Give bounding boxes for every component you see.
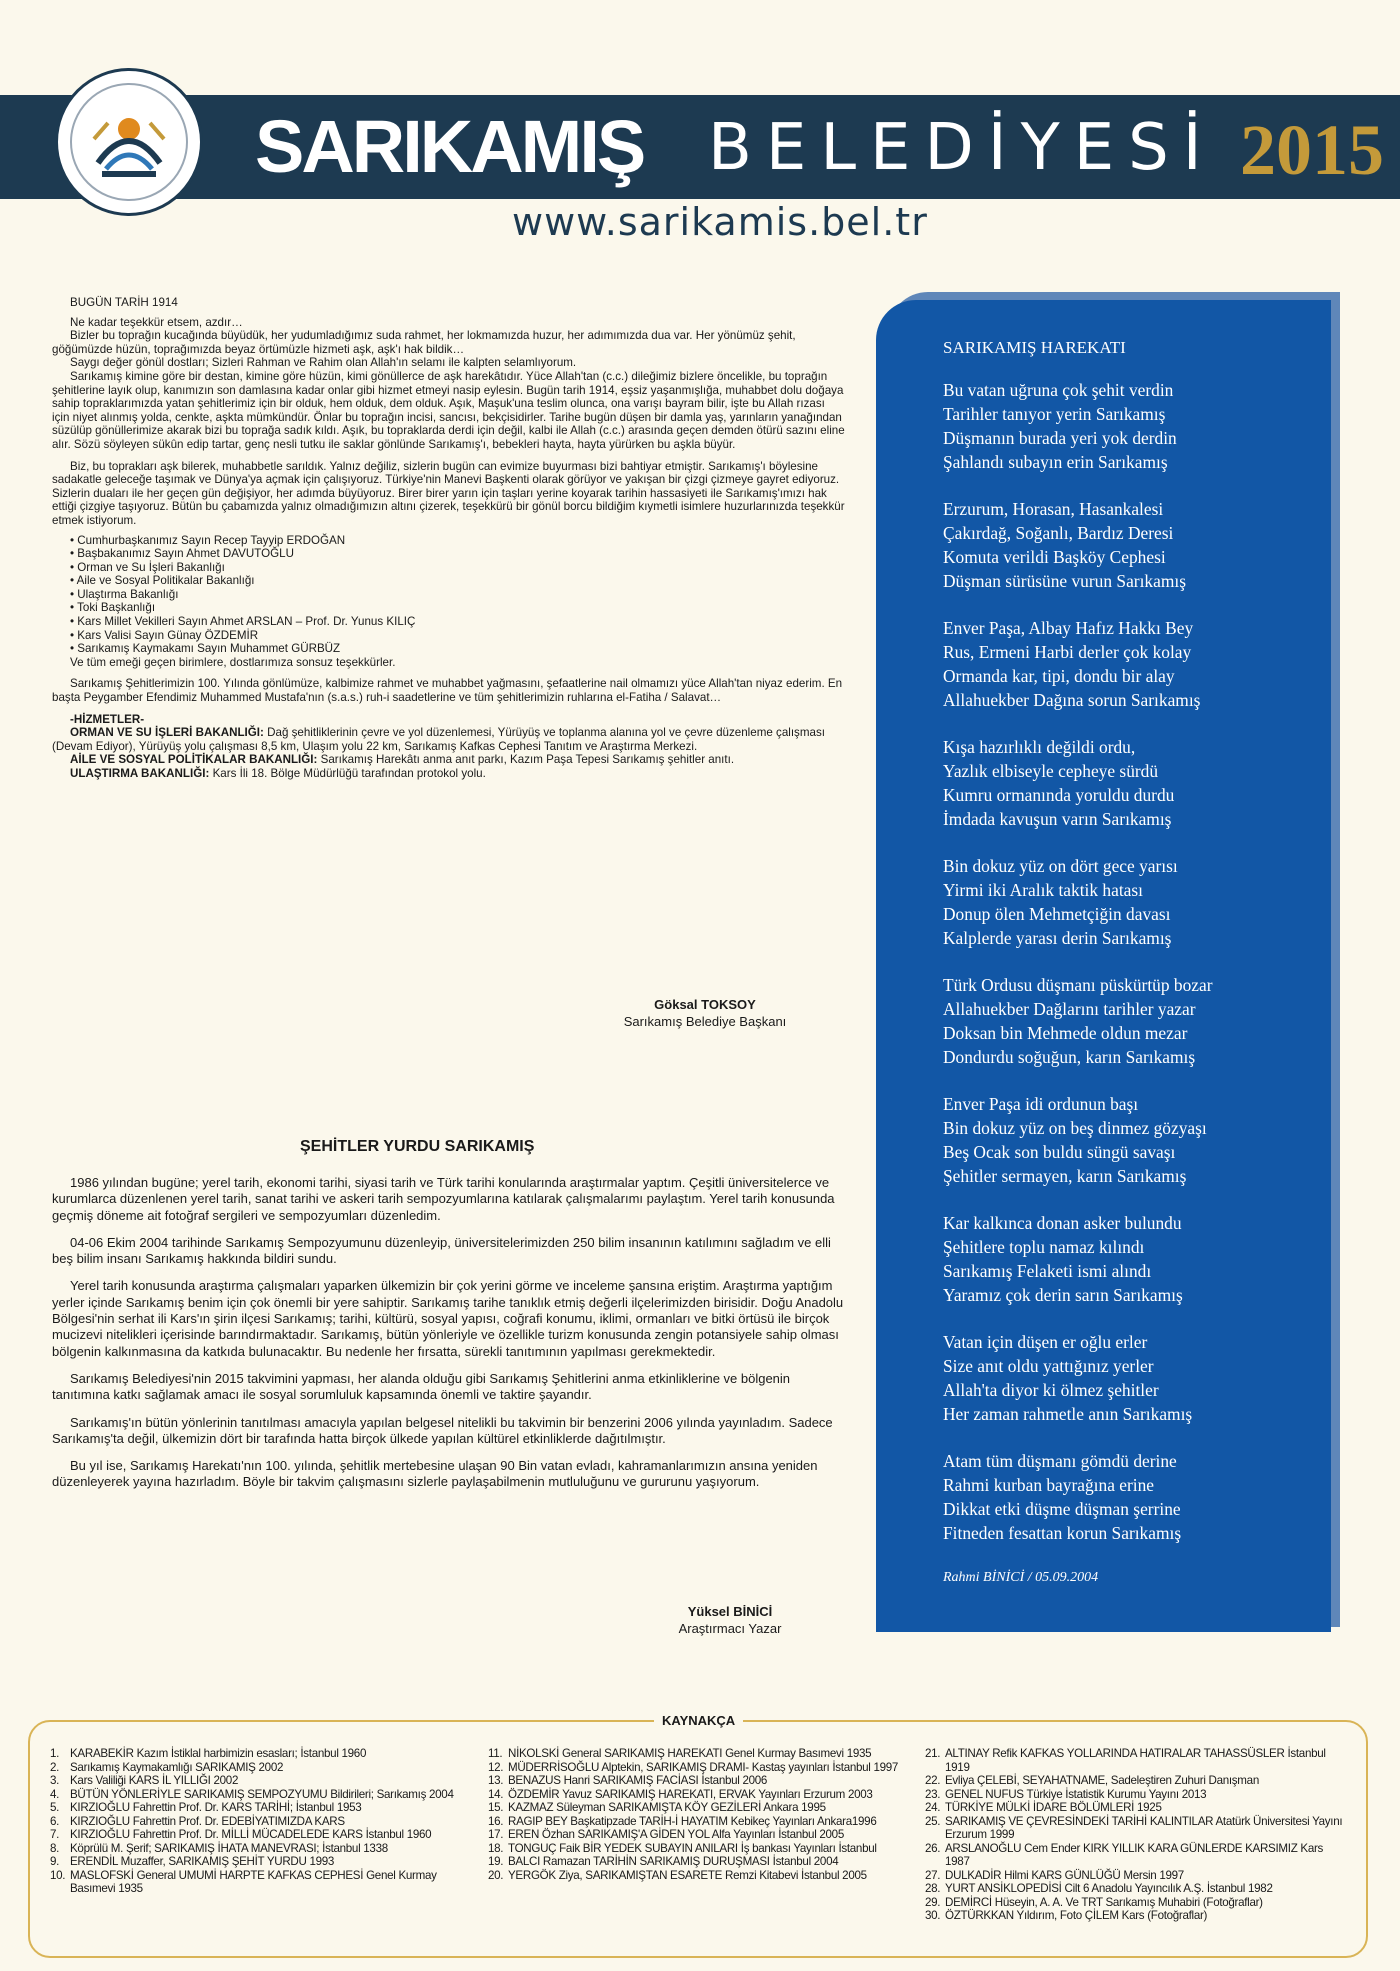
article-body <box>52 1175 845 1502</box>
poem-stanza: Bin dokuz yüz on dört gece yarısı Yirmi iki Aralık taktik hatası Donup ölen Mehmetçiğin davası Kalplerde yarası derin Sarıkamış <box>943 856 1178 948</box>
references-column-1 <box>50 1747 475 1896</box>
list-item: 8. Köprülü M. Şerif; SARIKAMIŞ İHATA MANEVRASI; İstanbul 1338 <box>50 1841 388 1855</box>
article-paragraph: Yerel tarih konusunda araştırma çalışmaları yaparken ülkemizin bir çok yerini görme ve inceleme şansına eriştim. Araştırma yaptığım yerler içinde Sarıkamış benim için çok önemli bir yere sahiptir. Sarıkamış tarihe tanıklık etmiş değerli ilçelerimizden birisidir. Doğu Anadolu Bölgesi'nin serhat ili Kars'ın şirin ilçesi Sarıkamış; tarihi, kültürü, sosyal yapısı, coğrafi konumu, iklimi, ormanları ve bitki örtüsü ile birçok mucizevi nitelikleri içerisinde barındırmaktadır. Sarıkamış, bütün yönleriyle ve özellikle turizm konusunda zengin potansiyele sahip olması bölgenin kalkınmasına da katkıda bulunacaktır. Bu nedenle her fırsatta, sürekli tanıtımının yapılması gerekmektedir. <box>52 1278 844 1359</box>
letter-paragraph: Sarıkamış kimine göre bir destan, kimine göre hüzün, kimi gönüllerce de aşk harekâtıdır. Yüce Allah'tan (c.c.) dileğimiz bizlere öncelikle, bu toprağın şehitlerine layık olup, kanımızın son damlasına kadar onlar gibi hizmet etmeyi nasip eylesin. Bugün tarih 1914, eşsiz yaşanmışlığa, muhabbet dolu doğaya sahip topraklarımızda yatan şehitlerimiz için bir olduk, hem olduk, dem olduk. Aşık, Maşuk'una teslim olunca, ona varışı bayram bilir, işte bu Allah rızası için niyet alınmış yolda, cenkte, aşkta mümkündür. Önlar bu toprağın incisi, sancısı, bekçisidirler. Tarihe bugün düşen bir damla yaş, yarınların yanağından süzülüp gönüllerimize akarak bizi bu toprağa sadık kıldı. Aşık, bu topraklarda derdi için değil, kalbi ile Allah (c.c.) arasında geçen demden ötürü sazını eline alır. Sözü söyleyen sükûn edip tartar, genç nesli tutku ile saklar gönlünde Sarıkamış'ı, bebekleri hayta, hayta yürürken bu aşkla büyür. <box>52 369 845 451</box>
article-title: ŞEHİTLER YURDU SARIKAMIŞ <box>300 1138 535 1155</box>
list-item: • Kars Millet Vekilleri Sayın Ahmet ARSLAN – Prof. Dr. Yunus KILIÇ <box>70 615 845 629</box>
poem-stanza: Bu vatan uğruna çok şehit verdin Tarihler tanıyor yerin Sarıkamış Düşmanın burada yeri yok derdin Şahlandı subayın erin Sarıkamış <box>943 380 1177 472</box>
list-item: 9. ERENDİL Muzaffer, SARIKAMIŞ ŞEHİT YURDU 1993 <box>50 1855 335 1868</box>
list-item: 17. EREN Özhan SARIKAMIŞ'A GİDEN YOL Alfa Yayınları İstanbul 2005 <box>488 1828 844 1841</box>
list-item: 6. KIRZIOĞLU Fahrettin Prof. Dr. EDEBİYATIMIZDA KARS <box>50 1814 345 1828</box>
service-item: AİLE VE SOSYAL POLİTİKALAR BAKANLIĞI: Sarıkamış Harekâtı anma anıt parkı, Kazım Paşa Tepesi Sarıkamış şehitler anıtı. <box>70 753 735 767</box>
service-item: ULAŞTIRMA BAKANLIĞI: Kars İli 18. Bölge Müdürlüğü tarafından protokol yolu. <box>70 767 486 780</box>
list-item: 24. TÜRKİYE MÜLKİ İDARE BÖLÜMLERİ 1925 <box>925 1801 1162 1814</box>
references-column-3 <box>925 1747 1350 1923</box>
services-title: -HİZMETLER- <box>70 712 145 726</box>
list-item: 29. DEMİRCİ Hüseyin, A. A. Ve TRT Sarıkamış Muhabiri (Fotoğraflar) <box>925 1895 1263 1909</box>
list-item: 27. DULKADİR Hilmi KARS GÜNLÜĞÜ Mersin 1997 <box>925 1868 1184 1882</box>
list-item: • Toki Başkanlığı <box>70 601 845 615</box>
list-item: 1. KARABEKİR Kazım İstiklal harbimizin esasları; İstanbul 1960 <box>50 1747 367 1760</box>
list-item: 25. SARIKAMIŞ VE ÇEVRESİNDEKİ TARİHİ KALINTILAR Atatürk Üniversitesi Yayını Erzurum 1999 <box>925 1814 1343 1841</box>
thanks-list <box>52 534 845 656</box>
list-item: 5. KIRZIOĞLU Fahrettin Prof. Dr. KARS TARİHİ; İstanbul 1953 <box>50 1801 362 1814</box>
article-paragraph: Sarıkamış Belediyesi'nin 2015 takvimini yapması, her alanda olduğu gibi Sarıkamış Şehitlerini anma etkinliklerine ve bölgenin tanıtımına katkı sağlamak amacı ile sosyal sorumluluk kapsamında önemli ve taktire şayandır. <box>52 1370 791 1403</box>
list-item: • Aile ve Sosyal Politikalar Bakanlığı <box>70 574 845 588</box>
list-item: 20. YERGÖK Ziya, SARIKAMIŞTAN ESARETE Remzi Kitabevi İstanbul 2005 <box>488 1868 867 1882</box>
references-title: KAYNAKÇA <box>654 1713 743 1728</box>
list-item: • Orman ve Su İşleri Bakanlığı <box>70 561 845 575</box>
list-item: 26. ARSLANOĞLU Cem Ender KIRK YILLIK KARA GÜNLERDE KARSIMIZ Kars 1987 <box>925 1841 1324 1868</box>
poem-stanza: Türk Ordusu düşmanı püskürtüp bozar Allahuekber Dağlarını tarihler yazar Doksan bin Mehmede oldun mezar Dondurdu soğuğun, karın Sarıkamış <box>943 975 1213 1067</box>
service-item: ORMAN VE SU İŞLERİ BAKANLIĞI: Dağ şehitliklerinin çevre ve yol düzenlemesi, Yürüyüş ve toplanma alanına yol ve çevre düzenleme çalışması (Devam Ediyor), Yürüyüş yolu çalışması 8,5 km, Ulaşım yolu 22 km, Sarıkamış Kafkas Cephesi Tanıtım ve Araştırma Merkezi. <box>52 726 825 753</box>
poem-stanza: Erzurum, Horasan, Hasankalesi Çakırdağ, Soğanlı, Bardız Deresi Komuta verildi Başköy Cephesi Düşman sürüsüne vurun Sarıkamış <box>943 499 1186 591</box>
list-item: 14. ÖZDEMİR Yavuz SARIKAMIŞ HAREKATI, ERVAK Yayınları Erzurum 2003 <box>488 1787 873 1801</box>
thanks-closing: Ve tüm emeği geçen birimlere, dostlarımıza sonsuz teşekkürler. <box>70 655 396 669</box>
list-item: • Kars Valisi Sayın Günay ÖZDEMİR <box>70 629 845 643</box>
poem-stanza: Kar kalkınca donan asker bulundu Şehitlere toplu namaz kılındı Sarıkamış Felaketi ismi alındı Yaramız çok derin sarın Sarıkamış <box>943 1213 1183 1305</box>
poem <box>943 336 1323 1590</box>
letter-paragraph: Biz, bu toprakları aşk bilerek, muhabbetle sarıldık. Yalnız değiliz, sizlerin bugün can evimize buyurması bizi bahtiyar etmiştir. Sarıkamış'ı böylesine sadakatle geleceğe taşımak ve Dünya'ya açmak için çalışıyoruz. Türkiye'nin Manevi Başkenti olarak görüyor ve yakışan bir çizgi çizmeye gayret ediyoruz. Sizlerin duaları ile her geçen gün değişiyor, her adımda büyüyoruz. Birer birer yarın için taşları yerine koyarak tarihin hassasiyeti ile Sarıkamış'ımızı hak ettiği çizgiye taşıyoruz. Bütün bu çabamızda yalnız olmadığımızın altını çizerek, teşekkürü bir gönül borcu bildiğim kıymetli isimlere huzurlarınızda teşekkür etmek istiyorum. <box>52 459 845 527</box>
references-column-2 <box>488 1747 913 1882</box>
list-item: 3. Kars Valiliği KARS İL YILLIĞI 2002 <box>50 1774 239 1787</box>
list-item: • Cumhurbaşkanımız Sayın Recep Tayyip ERDOĞAN <box>70 534 845 548</box>
poem-stanza: Atam tüm düşmanı gömdü derine Rahmi kurban bayrağına erine Dikkat etki düşme düşman şerrine Fitneden fesattan korun Sarıkamış <box>943 1451 1182 1543</box>
list-item: • Ulaştırma Bakanlığı <box>70 588 845 602</box>
article-paragraph: 04-06 Ekim 2004 tarihinde Sarıkamış Sempozyumunu düzenleyip, üniversitelerimizden 250 bilim insanının katılımını sağladım ve elli beş bilim insanı Sarıkamış hakkında bildiri sundu. <box>52 1234 831 1267</box>
list-item: • Başbakanımız Sayın Ahmet DAVUTOĞLU <box>70 547 845 561</box>
list-item: 13. BENAZUS Hanri SARIKAMIŞ FACİASI İstanbul 2006 <box>488 1774 768 1787</box>
article-paragraph: Sarıkamış'ın bütün yönlerinin tanıtılması amacıyla yapılan belgesel nitelikli bu takvimin bir benzerini 2006 yılında yayınladım. Sadece Sarıkamış'ta değil, ülkemizin dört bir tarafında hatta birçok ülkede yapılan kültürel etkinliklerde dağıtılmıştır. <box>52 1414 833 1446</box>
list-item: 28. YURT ANSİKLOPEDİSİ Cilt 6 Anadolu Yayıncılık A.Ş. İstanbul 1982 <box>925 1882 1273 1895</box>
brand-title: SARIKAMIŞ <box>255 105 644 188</box>
website-link[interactable]: www.sarikamis.bel.tr <box>512 200 928 244</box>
signer-name: Göksal TOKSOY <box>654 997 756 1012</box>
list-item: 30. ÖZTÜRKKAN Yıldırım, Foto ÇİLEM Kars (Fotoğraflar) <box>925 1909 1208 1922</box>
list-item: 23. GENEL NUFUS Türkiye İstatistik Kurumu Yayını 2013 <box>925 1787 1207 1801</box>
article-paragraph: Bu yıl ise, Sarıkamış Harekatı'nın 100. yılında, şehitlik mertebesine ulaşan 90 Bin vatan evladı, kahramanlarımızın ansına yeniden düzenleyerek yayına hazırladım. Böyle bir takvim çalışmasını sizlerle paylaşabilmenin mutluluğunu ve gururunu yaşıyorum. <box>52 1458 818 1490</box>
author-signature <box>640 1603 820 1637</box>
letter-paragraph: Bizler bu toprağın kucağında büyüdük, her yudumladığımız suda rahmet, her lokmamızda huzur, her adımımızda dua var. Her yönümüz şehit, göğümüzde hüzün, toprağımızda beyaz örtümüzle hizmeti aşk, aşk'ı hak bildik… <box>52 329 796 356</box>
brand-subtitle: BELEDİYESİ <box>708 111 1216 185</box>
mayor-signature <box>590 996 820 1030</box>
signer-name: Yüksel BİNİCİ <box>687 1604 773 1619</box>
list-item: • Sarıkamış Kaymakamı Sayın Muhammet GÜRBÜZ <box>70 642 845 656</box>
list-item: 16. RAGIP BEY Başkatipzade TARİH-İ HAYATIM Kebikeç Yayınları Ankara1996 <box>488 1814 877 1828</box>
signer-title: Araştırmacı Yazar <box>678 1621 782 1636</box>
municipality-logo <box>55 68 203 216</box>
mayor-letter <box>52 296 845 781</box>
list-item: 22. Evliya ÇELEBİ, SEYAHATNAME, Sadeleştiren Zuhuri Danışman <box>925 1774 1259 1787</box>
article-paragraph: 1986 yılından bugüne; yerel tarih, ekonomi tarihi, siyasi tarih ve Türk tarihi konularında araştırmalar yaptım. Çeşitli üniversitelerce ve kurumlarca düzenlenen yerel tarih, sanat tarihi ve askeri tarih sempozyumlarına katılarak çalışmalarımı paylaştım. Yerel tarih konusunda geçmiş döneme ait fotoğraf sergileri ve sempozyumları düzenledim. <box>52 1175 835 1223</box>
signer-title: Sarıkamış Belediye Başkanı <box>623 1014 787 1029</box>
poem-stanza: Enver Paşa idi ordunun başı Bin dokuz yüz on beş dinmez gözyaşı Beş Ocak son buldu süngü savaşı Şehitler sermayen, karın Sarıkamış <box>943 1094 1207 1186</box>
poem-stanza: Kışa hazırlıklı değildi ordu, Yazlık elbiseyle cepheye sürdü Kumru ormanında yoruldu durdu İmdada kavuşun varın Sarıkamış <box>943 737 1175 829</box>
list-item: 2. Sarıkamış Kaymakamlığı SARIKAMIŞ 2002 <box>50 1760 284 1774</box>
list-item: 19. BALCI Ramazan TARİHİN SARIKAMIŞ DURUŞMASI İstanbul 2004 <box>488 1855 839 1868</box>
list-item: 7. KIRZIOĞLU Fahrettin Prof. Dr. MİLLİ MÜCADELEDE KARS İstanbul 1960 <box>50 1828 432 1841</box>
poem-stanza: Enver Paşa, Albay Hafız Hakkı Bey Rus, Ermeni Harbi derler çok kolay Ormanda kar, tipi, dondu bir alay Allahuekber Dağına sorun Sarıkamış <box>943 618 1201 710</box>
martyrs-paragraph: Sarıkamış Şehitlerimizin 100. Yılında gönlümüze, kalbimize rahmet ve muhabbet yağmasını, şefaatlerine nail olmamızı yüce Allah'tan niyaz ederim. En başta Peygamber Efendimiz Muhammed Mustafa'nın (s.a.s.) ruh-i saadetlerine ve tüm şehitlerimizin ruhlarına el-Fatiha / Salavat… <box>52 677 843 705</box>
list-item: 10. MASLOFSKİ General UMUMİ HARPTE KAFKAS CEPHESİ Genel Kurmay Basımevi 1935 <box>50 1868 437 1895</box>
poem-author: Rahmi BİNİCİ / 05.09.2004 <box>943 1570 1099 1585</box>
list-item: 12. MÜDERRİSOĞLU Alptekin, SARIKAMIŞ DRAMI- Kastaş yayınları İstanbul 1997 <box>488 1760 899 1774</box>
poem-title: SARIKAMIŞ HAREKATI <box>943 338 1126 357</box>
list-item: 15. KAZMAZ Süleyman SARIKAMIŞTA KÖY GEZİLERİ Ankara 1995 <box>488 1801 826 1814</box>
list-item: 4. BÜTÜN YÖNLERİYLE SARIKAMIŞ SEMPOZYUMU Bildirileri; Sarıkamış 2004 <box>50 1787 454 1801</box>
letter-paragraph: Ne kadar teşekkür etsem, azdır… <box>70 315 243 329</box>
list-item: 18. TONGUÇ Faik BİR YEDEK SUBAYIN ANILARI İş bankası Yayınları İstanbul <box>488 1841 877 1855</box>
letter-paragraph: Saygı değer gönül dostları; Sizleri Rahman ve Rahim olan Allah'ın selamı ile kalpten selamlıyorum. <box>70 356 577 370</box>
list-item: 21. ALTINAY Refik KAFKAS YOLLARINDA HATIRALAR TAHASSÜSLER İstanbul 1919 <box>925 1747 1326 1774</box>
poem-stanza: Vatan için düşen er oğlu erler Size anıt oldu yattığınız yerler Allah'ta diyor ki ölmez şehitler Her zaman rahmetle anın Sarıkamış <box>943 1332 1193 1424</box>
letter-date: BUGÜN TARİH 1914 <box>70 296 178 309</box>
calendar-year: 2015 <box>1240 110 1384 190</box>
list-item: 11. NİKOLSKİ General SARIKAMIŞ HAREKATI Genel Kurmay Basımevi 1935 <box>488 1747 872 1760</box>
